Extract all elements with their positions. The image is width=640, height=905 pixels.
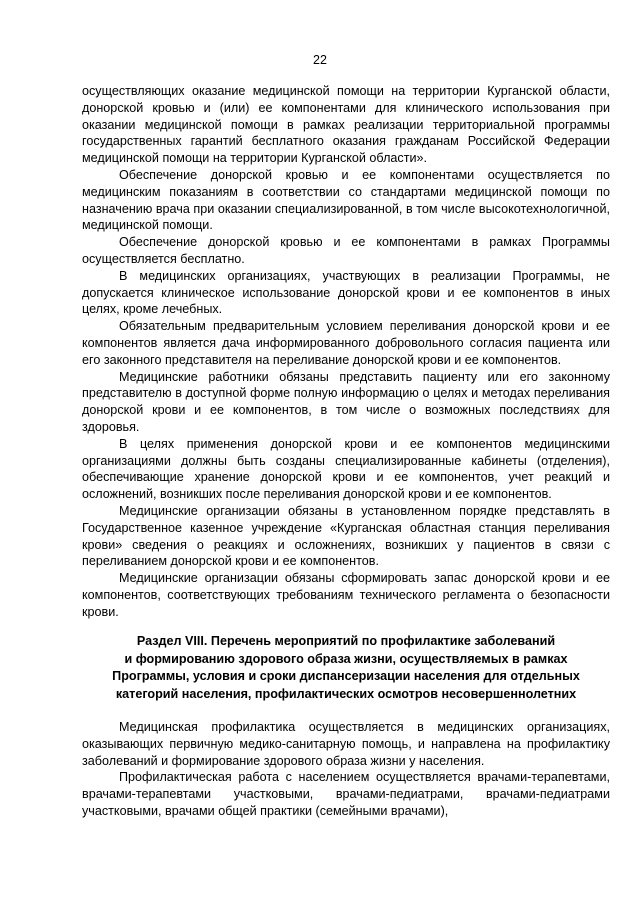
body-text-top [82, 83, 610, 621]
section-heading-line: Раздел VIII. Перечень мероприятий по профилактике заболеваний [136, 634, 556, 648]
paragraph-free-of-charge: Обеспечение донорской кровью и ее компонентами в рамках Программы осуществляется бесплатно. [82, 235, 610, 266]
page-number: 22 [313, 53, 327, 67]
paragraph-reporting: Медицинские организации обязаны в установленном порядке представлять в Государственное казенное учреждение «Курганская областная станция переливания крови» сведения о реакциях и осложнениях, возникших у пациентов в связи с переливанием донорской крови и ее компонентов. [82, 503, 610, 569]
paragraph-blood-reserve: Медицинские организации обязаны сформировать запас донорской крови и ее компонентов, соответствующих требованиям технического регламента о безопасности крови. [82, 571, 610, 619]
paragraph-blood-supply: Обеспечение донорской кровью и ее компонентами осуществляется по медицинским показаниям в соответствии со стандартами медицинской помощи по назначению врача при оказании специализированной, в том числе высокотехнологичной, медицинской помощи. [82, 167, 610, 233]
paragraph-clinical-use: В медицинских организациях, участвующих в реализации Программы, не допускается клиническое использование донорской крови и ее компонентов в иных целях, кроме лечебных. [82, 268, 610, 317]
paragraph-continuation: осуществляющих оказание медицинской помощи на территории Курганской области, донорской кровью и (или) ее компонентами для клинического использования при оказании медицинской помощи в рамках реализации территориальной программы государственных гарантий бесплатного оказания гражданам Российской Федерации медицинской помощи на территории Курганской области». [82, 84, 610, 166]
section-heading-line: Программы, условия и сроки диспансеризации населения для отдельных [112, 669, 580, 683]
section-heading [82, 633, 610, 703]
section-heading-line: и формированию здорового образа жизни, осуществляемых в рамках [124, 651, 568, 666]
paragraph-information: Медицинские работники обязаны представить пациенту или его законному представителю в доступной форме полную информацию о целях и методах переливания донорской крови и ее компонентов, в том числе о возможных последствиях для здоровья. [82, 369, 610, 434]
paragraph-consent: Обязательным предварительным условием переливания донорской крови и ее компонентов является дача информированного добровольного согласия пациента или его законного представителя на переливание донорской крови и ее компонентов. [82, 319, 610, 367]
paragraph-prevention: Медицинская профилактика осуществляется в медицинских организациях, оказывающих первичную медико-санитарную помощь, и направлена на профилактику заболеваний и формирование здорового образа жизни у населения. [82, 720, 610, 768]
paragraph-specialized-offices: В целях применения донорской крови и ее компонентов медицинскими организациями должны быть созданы специализированные кабинеты (отделения), обеспечивающие хранение донорской крови и ее компонентов, учет реакций и осложнений, возникших после переливания донорской крови и ее компонентов. [82, 436, 610, 502]
section-heading-line: категорий населения, профилактических осмотров несовершеннолетних [115, 686, 577, 701]
paragraph-preventive-work: Профилактическая работа с населением осуществляется врачами-терапевтами, врачами-терапевтами участковыми, врачами-педиатрами, врачами-педиатрами участковыми, врачами общей практики (семейными врачами), [82, 770, 610, 818]
body-text-bottom [82, 719, 610, 820]
